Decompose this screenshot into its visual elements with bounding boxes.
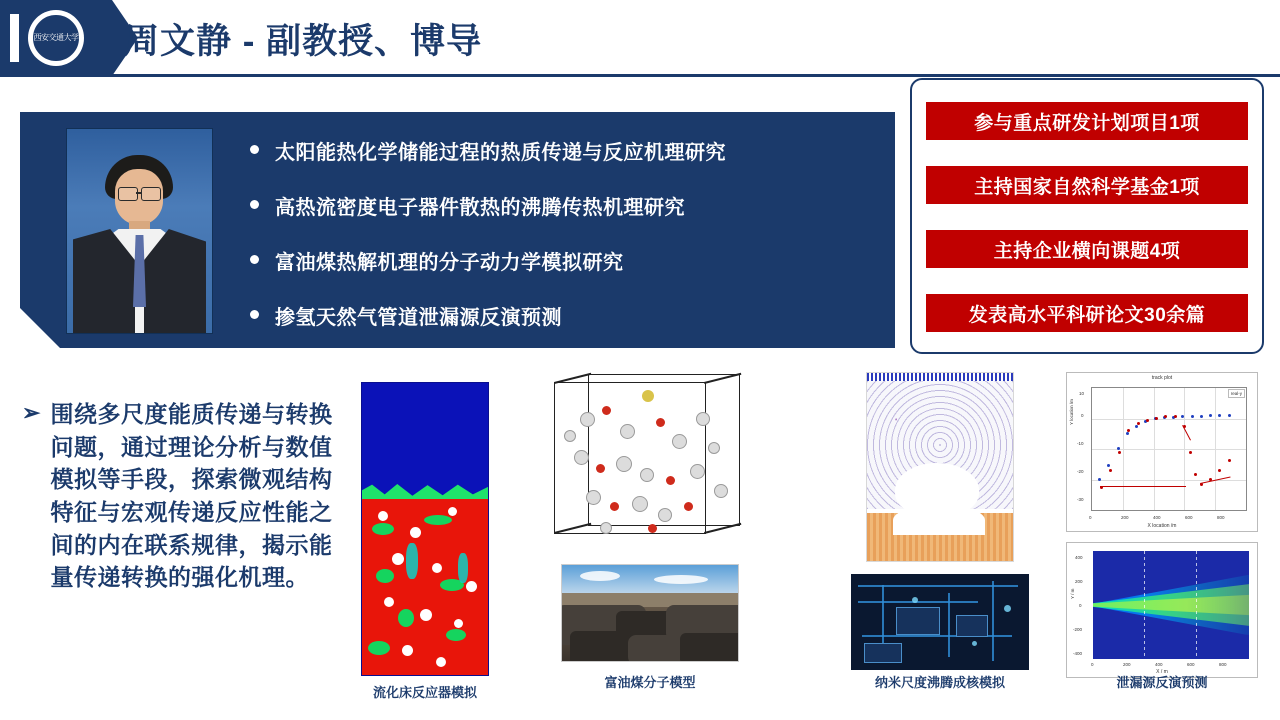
data-point	[1174, 415, 1177, 418]
x-tick-label: 0	[1089, 515, 1092, 520]
circuit-trace	[948, 593, 950, 657]
bullet-label: 高热流密度电子器件散热的沸腾传热机理研究	[275, 197, 685, 219]
data-point	[1189, 451, 1192, 454]
atom-carbon	[714, 484, 728, 498]
y-tick-label: -10	[1077, 441, 1084, 446]
avatar-glasses-bridge	[136, 192, 141, 194]
atom-oxygen	[602, 406, 611, 415]
bullet-label: 掺氢天然气管道泄漏源反演预测	[275, 307, 562, 329]
figure-nano-boiling	[840, 372, 1040, 690]
track-scatter-plot	[1066, 372, 1258, 532]
cfd-stream	[406, 543, 418, 579]
research-summary-text: 围绕多尺度能质传递与转换问题，通过理论分析与数值模拟等手段，探索微观结构特征与宏观传递反应性能之间的内在联系规律，揭示能量传递转换的强化机理。	[50, 401, 333, 591]
atom-carbon	[672, 434, 687, 449]
data-point	[1118, 451, 1121, 454]
avatar-glasses-right	[141, 187, 161, 201]
page-header	[0, 0, 1280, 76]
atom-carbon	[696, 412, 710, 426]
series-line	[1182, 425, 1191, 440]
atom-oxygen	[648, 524, 657, 533]
cfd-blob	[398, 609, 414, 627]
circuit-chip	[864, 643, 902, 663]
gridline-y	[1092, 480, 1246, 481]
bullet-label: 太阳能热化学储能过程的热质传递与反应机理研究	[275, 142, 726, 164]
figure-coal-molecule	[540, 372, 760, 690]
status-badge: 发表高水平科研论文30余篇	[926, 294, 1248, 332]
electronics-photo	[851, 574, 1029, 670]
plot-y-label: Y location /m	[1069, 399, 1074, 425]
status-badge: 主持企业横向课题4项	[926, 230, 1248, 268]
cfd-particle	[392, 553, 404, 565]
data-point	[1107, 464, 1110, 467]
figure-caption: 富油煤分子模型	[604, 675, 696, 690]
page-title: 周文静 - 副教授、博导	[124, 22, 483, 61]
data-point	[1209, 414, 1212, 417]
x-tick-label: 600	[1187, 662, 1195, 667]
leak-heatmap-plot	[1066, 542, 1258, 678]
gridline-y	[1092, 419, 1246, 420]
atom-carbon	[620, 424, 635, 439]
circuit-led	[1004, 605, 1011, 612]
cfd-particle	[420, 609, 432, 621]
bullet-dot-icon	[250, 310, 259, 319]
data-point	[1126, 432, 1129, 435]
list-item	[250, 136, 890, 165]
logo-block	[0, 0, 112, 76]
avatar	[66, 128, 213, 334]
x-tick-label: 200	[1121, 515, 1129, 520]
list-item	[250, 191, 890, 220]
plot-frame	[1093, 551, 1249, 659]
data-point	[1146, 419, 1149, 422]
photo-rock	[570, 631, 634, 662]
atom-carbon	[564, 430, 576, 442]
data-point	[1200, 415, 1203, 418]
nano-boiling-image	[866, 372, 1014, 562]
cfd-gas-region	[362, 383, 488, 491]
circuit-trace	[858, 601, 978, 603]
data-point	[1137, 422, 1140, 425]
university-seal-icon	[28, 10, 84, 66]
status-badge: 主持国家自然科学基金1项	[926, 166, 1248, 204]
y-tick-label: -200	[1073, 627, 1083, 632]
university-seal-label: 西安交通大学	[31, 13, 81, 63]
cfd-particle	[432, 563, 442, 573]
atom-oxygen	[684, 502, 693, 511]
atom-oxygen	[666, 476, 675, 485]
data-point	[1191, 415, 1194, 418]
list-item	[250, 301, 890, 330]
circuit-chip	[956, 615, 988, 637]
atom-carbon	[586, 490, 601, 505]
x-tick-label: 400	[1153, 515, 1161, 520]
figure-caption: 泄漏源反演预测	[1116, 675, 1208, 690]
atom-carbon	[632, 496, 648, 512]
data-point	[1218, 469, 1221, 472]
cfd-particle	[436, 657, 446, 667]
avatar-glasses-left	[118, 187, 138, 201]
x-tick-label: 800	[1219, 662, 1227, 667]
data-point	[1109, 469, 1112, 472]
plot-y-label: Y / m	[1070, 588, 1075, 599]
cfd-particle	[410, 527, 421, 538]
data-point	[1228, 459, 1231, 462]
gridline-x	[1196, 551, 1197, 659]
atom-sulfur	[642, 390, 654, 402]
bullet-label: 富油煤热解机理的分子动力学模拟研究	[275, 252, 624, 274]
cfd-particle	[384, 597, 394, 607]
y-tick-label: 400	[1075, 555, 1083, 560]
gridline-y	[1092, 449, 1246, 450]
y-tick-label: 10	[1079, 391, 1085, 396]
research-bullet-list	[250, 136, 890, 330]
cfd-particle	[448, 507, 457, 516]
y-tick-label: 200	[1075, 579, 1083, 584]
cfd-blob	[446, 629, 466, 641]
plot-legend: real-y	[1228, 389, 1245, 398]
cfd-particle	[466, 581, 477, 592]
data-point	[1218, 414, 1221, 417]
x-tick-label: 800	[1217, 515, 1225, 520]
research-summary	[22, 398, 342, 594]
x-tick-label: 600	[1185, 515, 1193, 520]
atom-oxygen	[656, 418, 665, 427]
data-point	[1117, 447, 1120, 450]
molecular-model-image	[540, 372, 760, 552]
atom-carbon	[616, 456, 632, 472]
plot-title: track plot	[1151, 375, 1173, 381]
bullet-dot-icon	[250, 255, 259, 264]
data-point	[1155, 417, 1158, 420]
atom-carbon	[690, 464, 705, 479]
atom-oxygen	[610, 502, 619, 511]
y-tick-label: 0	[1081, 413, 1084, 418]
circuit-led	[912, 597, 918, 603]
plot-x-label: X / m	[1156, 669, 1168, 675]
bullet-dot-icon	[250, 200, 259, 209]
figure-fluidized-bed	[352, 382, 498, 700]
coal-rock-photo	[561, 564, 739, 662]
plot-frame	[1091, 387, 1247, 511]
figure-leak-inversion	[1062, 372, 1262, 690]
cfd-blob	[372, 523, 394, 535]
cfd-blob	[368, 641, 390, 655]
cfd-blob	[376, 569, 394, 583]
nano-cavity	[893, 505, 985, 535]
header-divider	[0, 74, 1280, 77]
cfd-particle	[378, 511, 388, 521]
data-point	[1228, 414, 1231, 417]
list-item	[250, 246, 890, 275]
atom-carbon	[658, 508, 672, 522]
atom-oxygen	[596, 464, 605, 473]
bullet-dot-icon	[250, 145, 259, 154]
arrow-right-icon: ➢	[22, 400, 41, 425]
atom-carbon	[640, 468, 654, 482]
gridline-x	[1144, 551, 1145, 659]
circuit-led	[972, 641, 977, 646]
photo-cloud	[654, 575, 708, 584]
circuit-chip	[896, 607, 940, 635]
atom-carbon	[708, 442, 720, 454]
status-badge: 参与重点研发计划项目1项	[926, 102, 1248, 140]
achievements-panel	[910, 78, 1264, 354]
photo-rock	[680, 633, 739, 662]
atom-carbon	[574, 450, 589, 465]
cfd-stream	[458, 553, 468, 583]
photo-rock	[628, 635, 686, 662]
circuit-trace	[862, 635, 1012, 637]
y-tick-label: -20	[1077, 469, 1084, 474]
circuit-trace	[992, 581, 994, 661]
x-tick-label: 200	[1123, 662, 1131, 667]
cfd-particle	[454, 619, 463, 628]
cfd-particle	[402, 645, 413, 656]
y-tick-label: -30	[1077, 497, 1084, 502]
cfd-contour-image	[361, 382, 489, 676]
y-tick-label: -400	[1073, 651, 1083, 656]
photo-cloud	[580, 571, 620, 581]
figure-caption: 纳米尺度沸腾成核模拟	[874, 675, 1005, 690]
data-point	[1194, 473, 1197, 476]
cfd-blob	[424, 515, 452, 525]
x-tick-label: 0	[1091, 662, 1094, 667]
plot-x-label: X location /m	[1147, 523, 1177, 529]
nano-top-wall	[867, 373, 1013, 381]
atom-carbon	[580, 412, 595, 427]
series-line	[1100, 486, 1186, 487]
data-point	[1098, 478, 1101, 481]
figure-caption: 流化床反应器模拟	[372, 685, 477, 700]
logo-bar	[10, 14, 19, 62]
x-tick-label: 400	[1155, 662, 1163, 667]
y-tick-label: 0	[1079, 603, 1082, 608]
atom-carbon	[600, 522, 612, 534]
data-point	[1135, 425, 1138, 428]
data-point	[1164, 415, 1167, 418]
